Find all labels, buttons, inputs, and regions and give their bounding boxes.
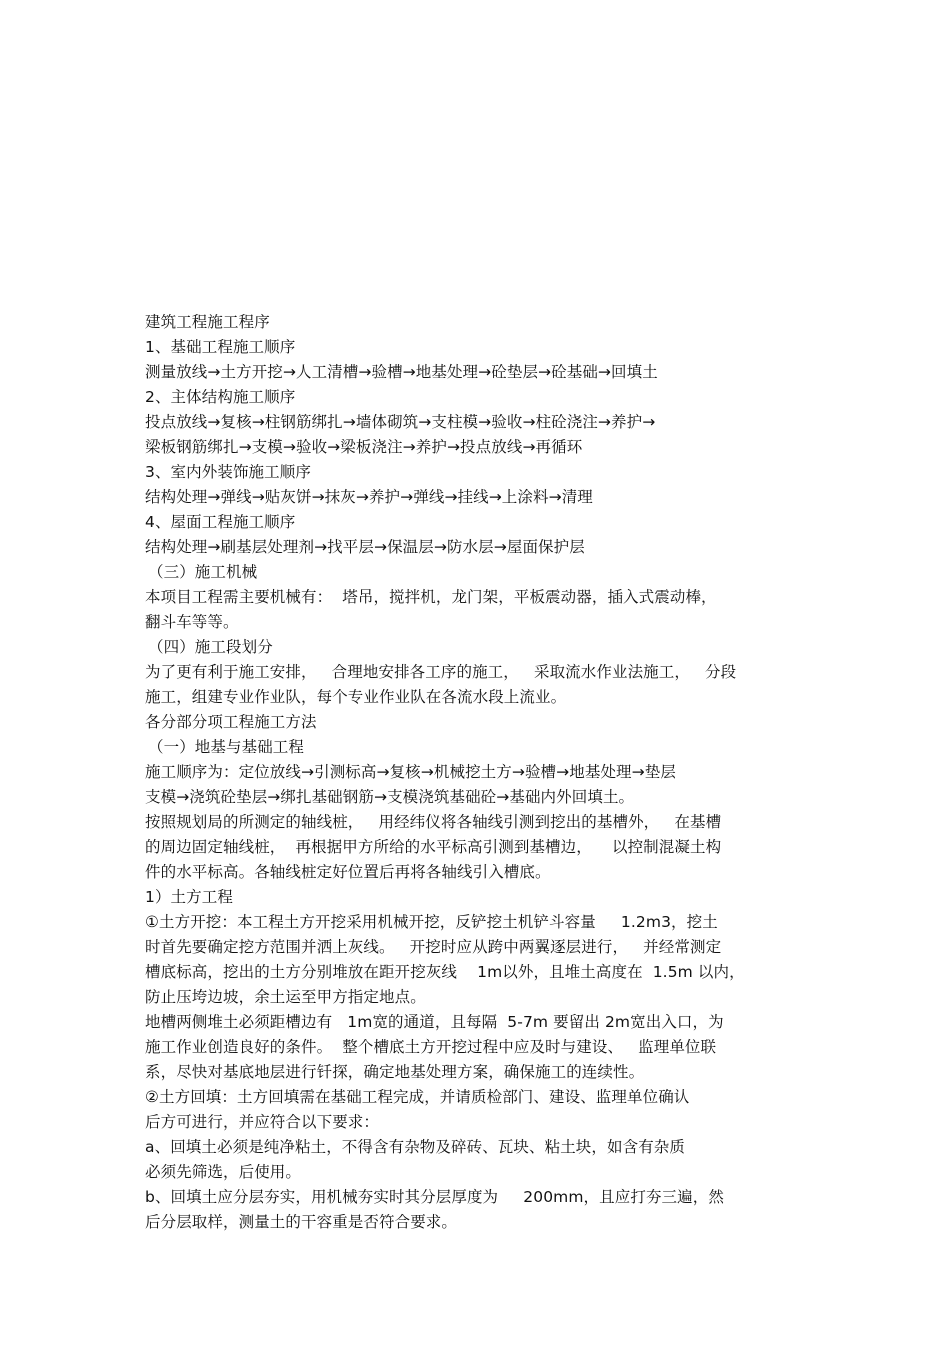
text-line: 结构处理→刷基层处理剂→找平层→保温层→防水层→屋面保护层 <box>145 538 585 556</box>
text-line: 的周边固定轴线桩， 再根据甲方所给的水平标高引测到基槽边， 以控制混凝土构 <box>145 838 722 856</box>
section-heading: 2、主体结构施工顺序 <box>145 388 296 406</box>
section-heading: （四）施工段划分 <box>148 638 273 656</box>
text-line: 后分层取样，测量土的干容重是否符合要求。 <box>145 1213 458 1231</box>
text-line: 必须先筛选，后使用。 <box>145 1163 302 1181</box>
text-line: 梁板钢筋绑扎→支模→验收→梁板浇注→养护→投点放线→再循环 <box>145 438 583 456</box>
text-line: 槽底标高，挖出的土方分别堆放在距开挖灰线 1m以外，且堆土高度在 1.5m 以内， <box>145 963 745 981</box>
text-line: 时首先要确定挖方范围并洒上灰线。 开挖时应从跨中两翼逐层进行， 并经常测定 <box>145 938 722 956</box>
section-heading: 4、屋面工程施工顺序 <box>145 513 296 531</box>
text-line: 系，尽快对基底地层进行钎探，确定地基处理方案，确保施工的连续性。 <box>145 1063 645 1081</box>
text-line: 结构处理→弹线→贴灰饼→抹灰→养护→弹线→挂线→上涂料→清理 <box>145 488 593 506</box>
text-line: 件的水平标高。各轴线桩定好位置后再将各轴线引入槽底。 <box>145 863 551 881</box>
text-line: 后方可进行，并应符合以下要求： <box>145 1113 380 1131</box>
text-line: 防止压垮边坡，余土运至甲方指定地点。 <box>145 988 426 1006</box>
text-line: 施工作业创造良好的条件。 整个槽底土方开挖过程中应及时与建设、 监理单位联 <box>145 1038 717 1056</box>
section-heading: （一）地基与基础工程 <box>148 738 305 756</box>
text-line: ②土方回填：土方回填需在基础工程完成，并请质检部门、建设、监理单位确认 <box>145 1088 690 1106</box>
text-line: 施工，组建专业作业队，每个专业作业队在各流水段上流业。 <box>145 688 567 706</box>
section-heading: 3、室内外装饰施工顺序 <box>145 463 311 481</box>
document-body <box>145 310 810 1235</box>
section-heading: 1、基础工程施工顺序 <box>145 338 296 356</box>
text-line: 为了更有利于施工安排， 合理地安排各工序的施工， 采取流水作业法施工， 分段 <box>145 663 737 681</box>
section-heading: （三）施工机械 <box>148 563 258 581</box>
text-line: 翻斗车等等。 <box>145 613 239 631</box>
text-line: 测量放线→土方开挖→人工清槽→验槽→地基处理→砼垫层→砼基础→回填土 <box>145 363 658 381</box>
section-heading: 各分部分项工程施工方法 <box>145 713 317 731</box>
text-line: 按照规划局的所测定的轴线桩， 用经纬仪将各轴线引测到挖出的基槽外， 在基槽 <box>145 813 722 831</box>
text-line: 施工顺序为：定位放线→引测标高→复核→机械挖土方→验槽→地基处理→垫层 <box>145 763 676 781</box>
text-line: 本项目工程需主要机械有： 塔吊，搅拌机，龙门架，平板震动器，插入式震动棒， <box>145 588 717 606</box>
text-line: 支模→浇筑砼垫层→绑扎基础钢筋→支模浇筑基础砼→基础内外回填土。 <box>145 788 635 806</box>
text-line: 投点放线→复核→柱钢筋绑扎→墙体砌筑→支柱模→验收→柱砼浇注→养护→ <box>145 413 656 431</box>
document-title: 建筑工程施工程序 <box>145 313 270 331</box>
text-line: ①土方开挖：本工程土方开挖采用机械开挖，反铲挖土机铲斗容量 1.2m3，挖土 <box>145 913 718 931</box>
text-line: b、回填土应分层夯实，用机械夯实时其分层厚度为 200mm，且应打夯三遍，然 <box>145 1188 724 1206</box>
text-line: 地槽两侧堆土必须距槽边有 1m宽的通道，且每隔 5-7m 要留出 2m宽出入口，为 <box>145 1013 724 1031</box>
section-heading: 1）土方工程 <box>145 888 233 906</box>
text-line: a、回填土必须是纯净粘土，不得含有杂物及碎砖、瓦块、粘土块，如含有杂质 <box>145 1138 686 1156</box>
